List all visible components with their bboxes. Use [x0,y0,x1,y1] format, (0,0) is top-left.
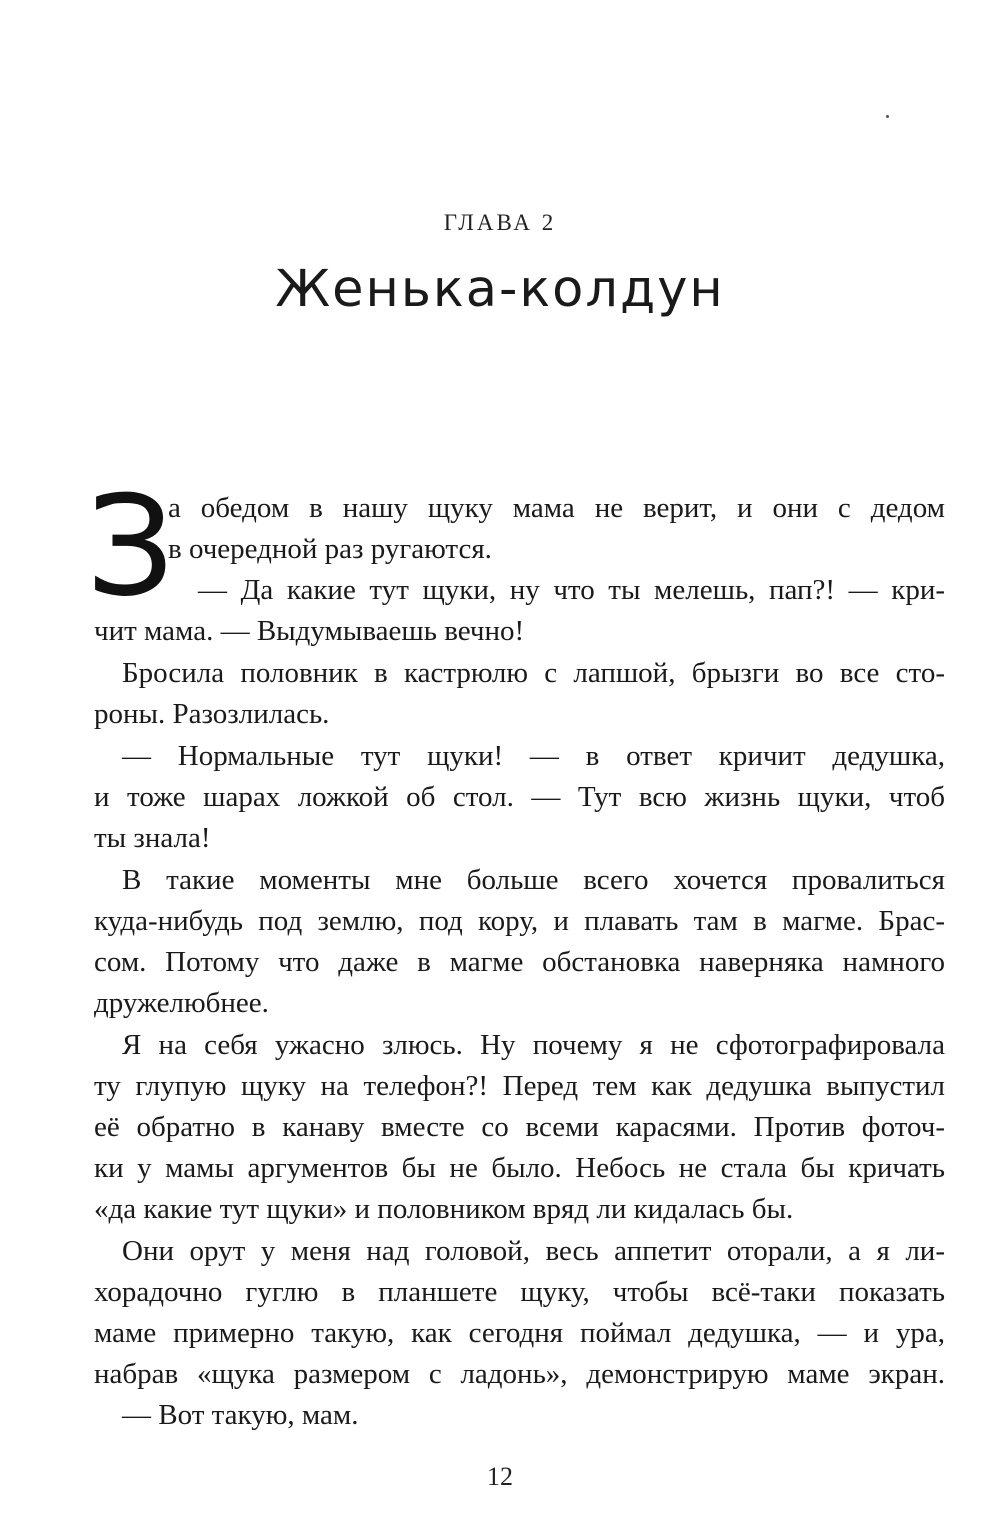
chapter-title: Женька-колдун [275,260,725,319]
drop-cap: З [86,466,175,627]
text-line: набрав «щука размером с ладонь», демонстрирую маме экран. [94,1358,945,1390]
text-line: и тоже шарах ложкой об стол. — Тут всю жизнь щуки, чтоб [94,781,945,813]
text-line: в очередной раз ругаются. [168,533,492,565]
text-line: а обедом в нашу щуку мама не верит, и они с дедом [168,492,945,524]
text-line: — Да какие тут щуки, ну что ты мелешь, пап?! — кри- [198,574,945,606]
text-line: куда-нибудь под землю, под кору, и плавать там в магме. Брас- [94,905,945,937]
chapter-label: ГЛАВА 2 [443,210,557,235]
text-line: Бросила половник в кастрюлю с лапшой, брызги во все сто- [122,657,945,689]
text-line: «да какие тут щуки» и половником вряд ли кидалась бы. [94,1193,794,1225]
text-line: Я на себя ужасно злюсь. Ну почему я не сфотографировала [122,1029,945,1061]
text-line: её обратно в канаву вместе со всеми карасями. Против фоточ- [94,1111,945,1143]
text-line: маме примерно такую, как сегодня поймал дедушка, — и ура, [94,1317,945,1349]
text-line: В такие моменты мне больше всего хочется провалиться [122,864,945,896]
text-line: роны. Разозлилась. [94,698,330,730]
text-line: дружелюбнее. [94,987,269,1019]
text-line: сом. Потому что даже в магме обстановка наверняка намного [94,946,945,978]
text-line: — Вот такую, мам. [122,1399,359,1431]
text-line: ту глупую щуку на телефон?! Перед тем как дедушка выпустил [94,1070,945,1102]
text-line: — Нормальные тут щуки! — в ответ кричит дедушка, [122,740,945,772]
text-line: ки у мамы аргументов бы не было. Небось не стала бы кричать [94,1152,945,1184]
text-line: чит мама. — Выдумываешь вечно! [94,615,525,647]
print-speck [886,115,889,118]
chapter-body [86,466,945,1436]
text-line: хорадочно гуглю в планшете щуку, чтобы всё-таки показать [94,1276,945,1308]
text-line: Они орут у меня над головой, весь аппетит оторали, а я ли- [122,1235,945,1267]
page-number: 12 [487,1462,513,1491]
text-line: ты знала! [94,822,211,854]
